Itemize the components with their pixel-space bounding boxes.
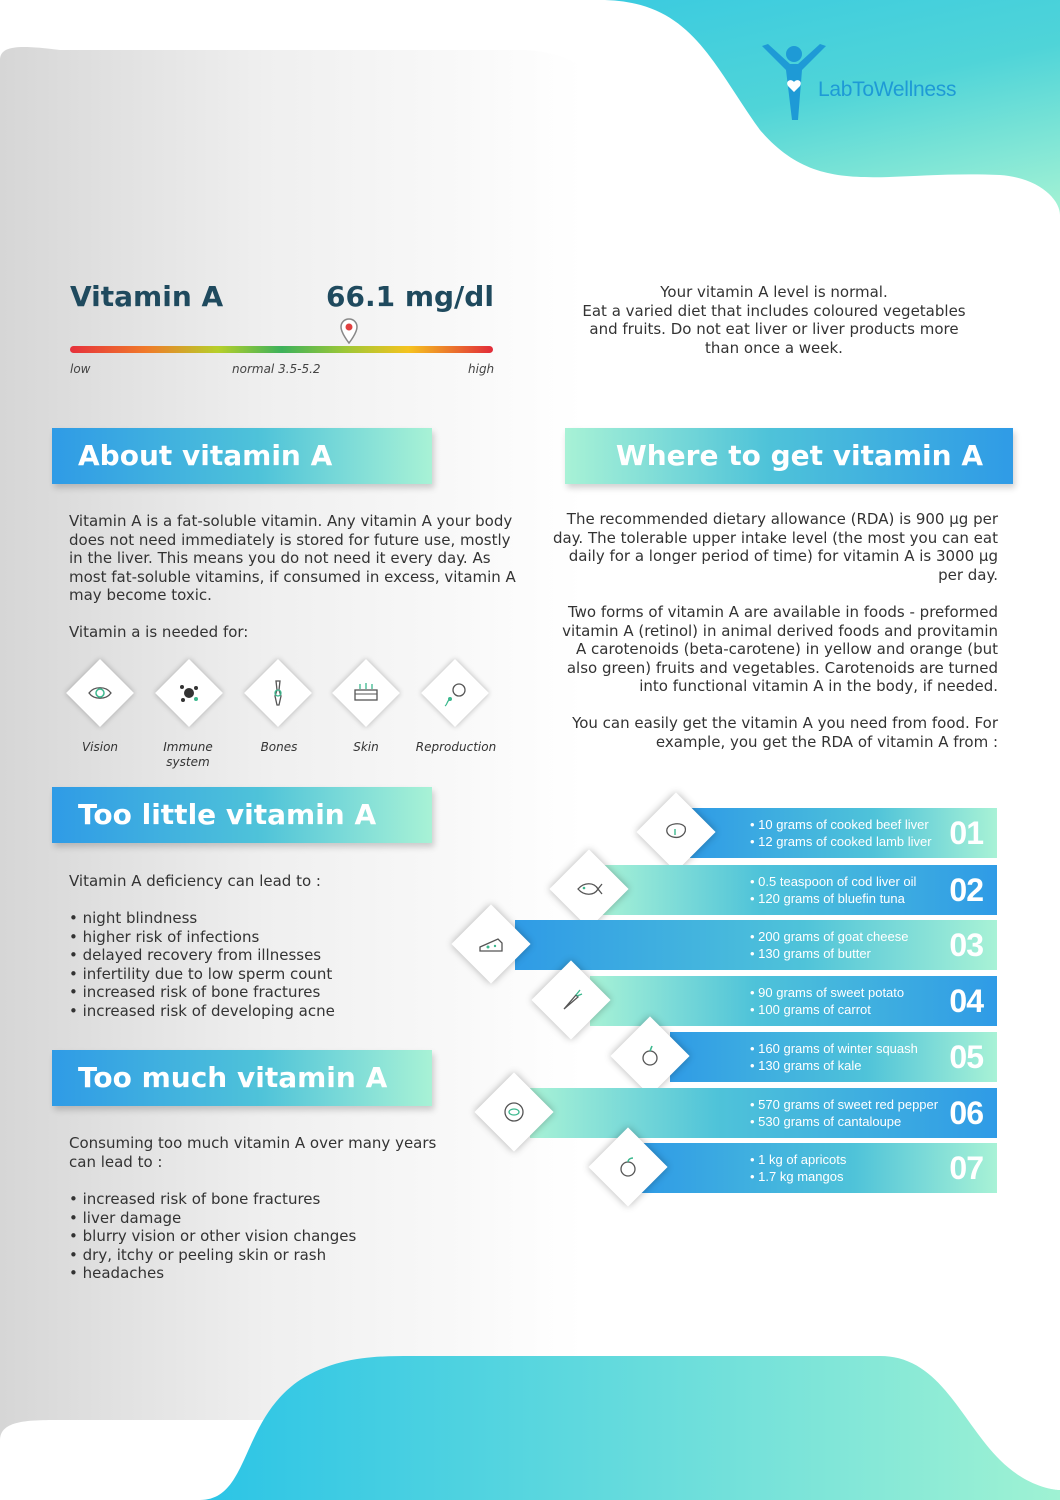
where-forms-text: Two forms of vitamin A are available in foods - preformed vitamin A (retinol) in animal derived foods and provitamin A carotenoids (beta-carotene) in yellow and orange (but also green) fruits and vegetables. Carotenoids are turned into functional vitamin A in the body, if needed.: [562, 603, 998, 695]
where-rda-text: The recommended dietary allowance (RDA) is 900 µg per day. The tolerable upper intake level (the most you can eat daily for a longer period of time) for vitamin A is 3000 µg per day.: [552, 510, 998, 584]
use-label-vision: Vision: [81, 740, 119, 754]
list-item: • headaches: [69, 1264, 449, 1283]
too-much-heading: Too much vitamin A: [52, 1050, 432, 1106]
food-source-number: 01: [949, 815, 983, 851]
list-item: • infertility due to low sperm count: [69, 965, 449, 984]
food-source-text: [750, 984, 904, 1018]
use-label-reproduction: Reproduction: [415, 740, 497, 754]
location-pin-icon: [340, 318, 358, 344]
page-title: Vitamin A: [70, 280, 224, 313]
food-source-line: • 530 grams of cantaloupe: [750, 1114, 902, 1129]
food-source-line: • 90 grams of sweet potato: [750, 985, 905, 1000]
food-source-line: • 130 grams of kale: [750, 1058, 862, 1073]
food-source-text: [750, 1096, 938, 1130]
use-label-bones: Bones: [260, 740, 298, 754]
list-item: • dry, itchy or peeling skin or rash: [69, 1246, 449, 1265]
list-item: • increased risk of bone fractures: [69, 1190, 449, 1209]
food-source-line: • 130 grams of butter: [750, 946, 871, 961]
skin-layer-icon: [351, 678, 381, 708]
eye-icon: [85, 678, 115, 708]
food-source-line: • 1.7 kg mangos: [750, 1169, 844, 1184]
food-source-line: • 0.5 teaspoon of cod liver oil: [750, 874, 917, 889]
bone-icon: [263, 678, 293, 708]
needed-for-label: Vitamin a is needed for:: [69, 623, 249, 641]
food-source-row: [670, 1032, 997, 1082]
food-source-number: 03: [949, 927, 983, 963]
list-item: • delayed recovery from illnesses: [69, 946, 449, 965]
scale-normal-label: normal 3.5-5.2: [232, 362, 321, 376]
food-source-text: [750, 1151, 846, 1185]
food-source-line: • 200 grams of goat cheese: [750, 929, 909, 944]
liver-icon: [661, 817, 691, 847]
use-label-immune: Immune system: [163, 740, 213, 769]
food-source-text: [750, 928, 908, 962]
fish-icon: [574, 874, 604, 904]
food-source-number: 04: [949, 983, 983, 1019]
apricot-icon: [613, 1152, 643, 1182]
range-scale-bar: [70, 346, 493, 353]
about-heading: About vitamin A: [52, 428, 432, 484]
squash-icon: [635, 1041, 665, 1071]
too-little-list: [69, 909, 449, 1020]
about-text: Vitamin A is a fat-soluble vitamin. Any vitamin A your body does not need immediately is stored for future use, mostly in the liver. This means you do not need it every day. As most fat-soluble vitamins, if consumed in excess, vitamin A may become toxic.: [69, 512, 516, 604]
food-source-number: 06: [949, 1095, 983, 1131]
scale-high-label: high: [468, 362, 495, 376]
too-much-list: [69, 1190, 449, 1283]
food-source-row: [600, 865, 997, 915]
food-source-line: • 1 kg of apricots: [750, 1152, 847, 1167]
food-source-line: • 120 grams of bluefin tuna: [750, 891, 905, 906]
list-item: • higher risk of infections: [69, 928, 449, 947]
too-much-intro: Consuming too much vitamin A over many years can lead to :: [69, 1134, 437, 1171]
food-source-text: [750, 873, 916, 907]
food-source-number: 02: [949, 872, 983, 908]
food-source-line: • 10 grams of cooked beef liver: [750, 817, 929, 832]
result-advice: Your vitamin A level is normal. Eat a varied diet that includes coloured vegetables and fruits. Do not eat liver or liver products more than once a week.: [582, 283, 966, 357]
food-source-number: 05: [949, 1039, 983, 1075]
food-source-number: 07: [949, 1150, 983, 1186]
list-item: • increased risk of bone fractures: [69, 983, 449, 1002]
sperm-egg-icon: [440, 678, 470, 708]
list-item: • night blindness: [69, 909, 449, 928]
food-source-line: • 12 grams of cooked lamb liver: [750, 834, 932, 849]
list-item: • blurry vision or other vision changes: [69, 1227, 449, 1246]
brand-wordmark: LabToWellness: [818, 78, 957, 101]
too-little-heading: Too little vitamin A: [52, 787, 432, 843]
use-label-skin: Skin: [353, 740, 379, 754]
food-source-line: • 160 grams of winter squash: [750, 1041, 918, 1056]
where-heading: Where to get vitamin A: [565, 428, 1013, 484]
food-source-row: [515, 920, 997, 970]
list-item: • liver damage: [69, 1209, 449, 1228]
melon-icon: [499, 1097, 529, 1127]
food-source-row: [640, 1143, 997, 1193]
food-source-line: • 570 grams of sweet red pepper: [750, 1097, 939, 1112]
where-food-text: You can easily get the vitamin A you need from food. For example, you get the RDA of vitamin A from :: [572, 714, 998, 751]
food-source-row: [530, 1088, 997, 1138]
result-value: 66.1 mg/dl: [326, 280, 494, 313]
too-little-intro: Vitamin A deficiency can lead to :: [69, 872, 321, 890]
food-source-row: [690, 808, 997, 858]
carrot-icon: [556, 985, 586, 1015]
food-source-text: [750, 1040, 918, 1074]
list-item: • increased risk of developing acne: [69, 1002, 449, 1021]
food-source-line: • 100 grams of carrot: [750, 1002, 871, 1017]
food-source-text: [750, 816, 932, 850]
scale-low-label: low: [70, 362, 91, 376]
cheese-icon: [476, 929, 506, 959]
immune-cell-icon: [174, 678, 204, 708]
